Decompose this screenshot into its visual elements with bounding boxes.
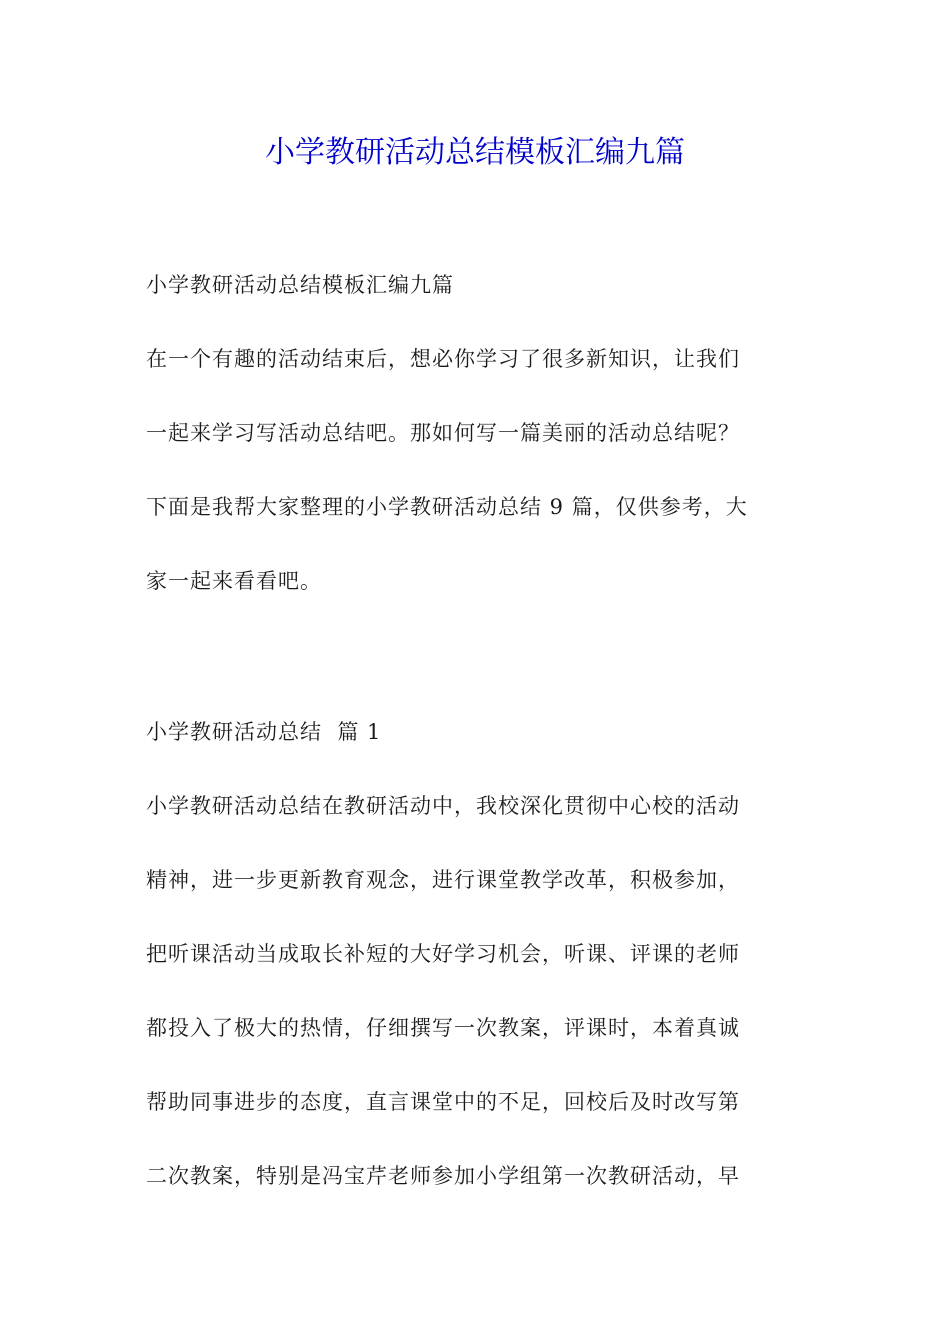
- intro-line: 下面是我帮大家整理的小学教研活动总结 9 篇，仅供参考，大: [146, 495, 748, 519]
- intro-line: 家一起来看看吧。: [146, 569, 322, 593]
- paragraph-line: 二次教案，特别是冯宝芹老师参加小学组第一次教研活动，早: [146, 1164, 740, 1188]
- paragraph-line: 精神，进一步更新教育观念，进行课堂教学改革，积极参加，: [146, 868, 740, 892]
- paragraph-line: 小学教研活动总结在教研活动中，我校深化贯彻中心校的活动: [146, 794, 740, 818]
- section-heading: [146, 695, 806, 769]
- paragraph-line: 把听课活动当成取长补短的大好学习机会，听课、评课的老师: [146, 942, 740, 966]
- paragraph-line: 帮助同事进步的态度，直言课堂中的不足，回校后及时改写第: [146, 1090, 740, 1114]
- paragraph-line: 都投入了极大的热情，仔细撰写一次教案，评课时，本着真诚: [146, 1016, 740, 1040]
- intro-line: 一起来学习写活动总结吧。那如何写一篇美丽的活动总结呢？: [146, 421, 740, 445]
- subtitle-line: 小学教研活动总结模板汇编九篇: [146, 273, 454, 297]
- intro-paragraph: [146, 322, 806, 618]
- document-subtitle: [146, 248, 806, 322]
- intro-line: 在一个有趣的活动结束后，想必你学习了很多新知识，让我们: [146, 347, 740, 371]
- body-paragraph: [146, 769, 806, 1213]
- section-heading-text: 小学教研活动总结 篇 1: [146, 720, 382, 744]
- document-title: 小学教研活动总结模板汇编九篇: [265, 135, 685, 170]
